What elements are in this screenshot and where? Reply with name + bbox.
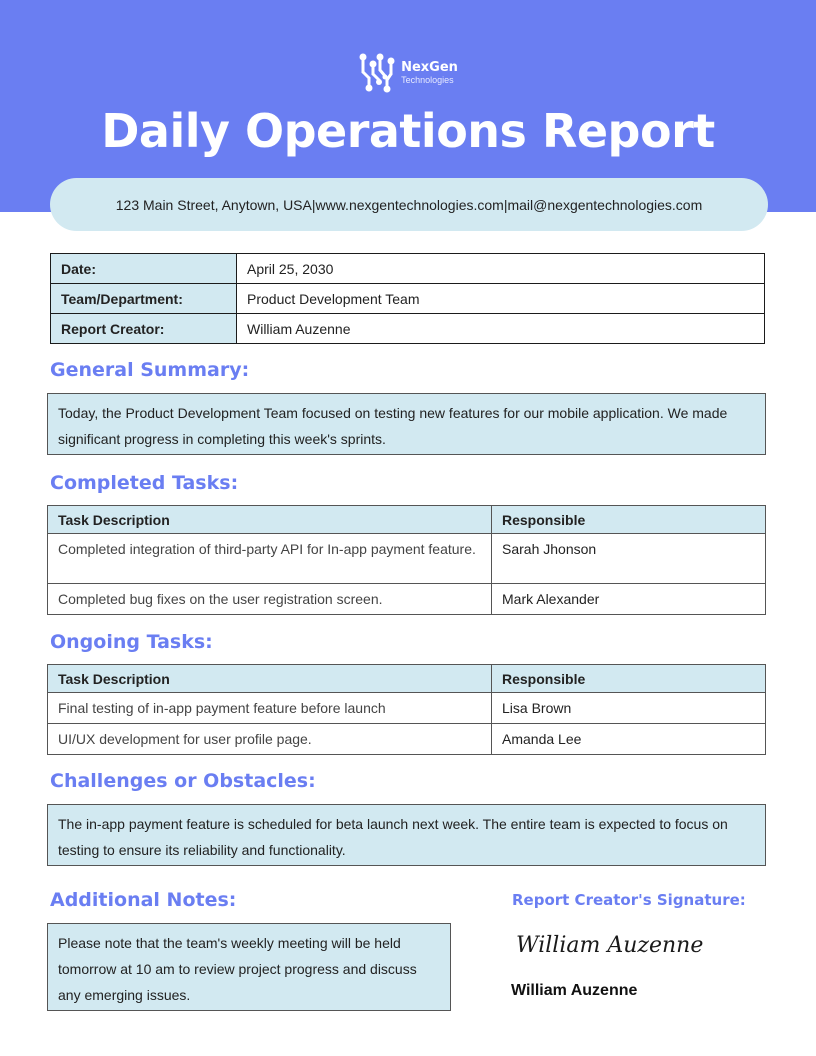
col-responsible: Responsible xyxy=(492,506,766,534)
task-description: Final testing of in-app payment feature before launch xyxy=(48,693,492,724)
brand-logo xyxy=(0,52,816,94)
table-row xyxy=(48,534,766,584)
signature-heading: Report Creator's Signature: xyxy=(512,891,746,909)
info-row-date xyxy=(51,254,765,284)
table-row xyxy=(48,584,766,615)
task-responsible: Amanda Lee xyxy=(492,724,766,755)
col-task-description: Task Description xyxy=(48,506,492,534)
brand-name: NexGen xyxy=(401,60,458,75)
ongoing-tasks-heading: Ongoing Tasks: xyxy=(50,631,213,653)
report-info-table xyxy=(50,253,765,344)
info-label: Team/Department: xyxy=(51,284,237,314)
task-responsible: Lisa Brown xyxy=(492,693,766,724)
task-description: Completed integration of third-party API for In-app payment feature. xyxy=(48,534,492,584)
signature-script-text: William Auzenne xyxy=(516,933,704,958)
contact-website[interactable]: www.nexgentechnologies.com xyxy=(315,196,504,213)
info-row-creator xyxy=(51,314,765,344)
additional-notes-heading: Additional Notes: xyxy=(50,889,237,911)
contact-separator: | xyxy=(503,196,508,213)
task-description: Completed bug fixes on the user registration screen. xyxy=(48,584,492,615)
info-value: William Auzenne xyxy=(237,314,765,344)
task-responsible: Sarah Jhonson xyxy=(492,534,766,584)
page-title: Daily Operations Report xyxy=(101,104,715,158)
info-label: Date: xyxy=(51,254,237,284)
info-value: April 25, 2030 xyxy=(237,254,765,284)
completed-tasks-table xyxy=(47,505,766,615)
contact-address: 123 Main Street, Anytown, USA xyxy=(115,196,312,213)
general-summary-heading: General Summary: xyxy=(50,359,250,381)
challenges-heading: Challenges or Obstacles: xyxy=(50,770,316,792)
contact-bar xyxy=(50,178,768,231)
col-responsible: Responsible xyxy=(492,665,766,693)
signature-image xyxy=(514,922,704,970)
task-description: UI/UX development for user profile page. xyxy=(48,724,492,755)
brand-subtitle: Technologies xyxy=(401,75,454,85)
circuit-icon xyxy=(358,52,396,94)
signature-name: William Auzenne xyxy=(511,982,638,999)
challenges-text: The in-app payment feature is scheduled for beta launch next week. The entire team is expected to focus on testing to ensure its reliability and functionality. xyxy=(47,804,766,866)
ongoing-tasks-table xyxy=(47,664,766,755)
contact-separator: | xyxy=(311,196,316,213)
table-header-row xyxy=(48,665,766,693)
info-value: Product Development Team xyxy=(237,284,765,314)
col-task-description: Task Description xyxy=(48,665,492,693)
general-summary-text: Today, the Product Development Team focused on testing new features for our mobile application. We made significant progress in completing this week's sprints. xyxy=(47,393,766,455)
additional-notes-text: Please note that the team's weekly meeting will be held tomorrow at 10 am to review project progress and discuss any emerging issues. xyxy=(47,923,451,1011)
table-row xyxy=(48,724,766,755)
info-label: Report Creator: xyxy=(51,314,237,344)
table-row xyxy=(48,693,766,724)
contact-email[interactable]: mail@nexgentechnologies.com xyxy=(507,196,703,213)
info-row-team xyxy=(51,284,765,314)
task-responsible: Mark Alexander xyxy=(492,584,766,615)
table-header-row xyxy=(48,506,766,534)
completed-tasks-heading: Completed Tasks: xyxy=(50,472,239,494)
